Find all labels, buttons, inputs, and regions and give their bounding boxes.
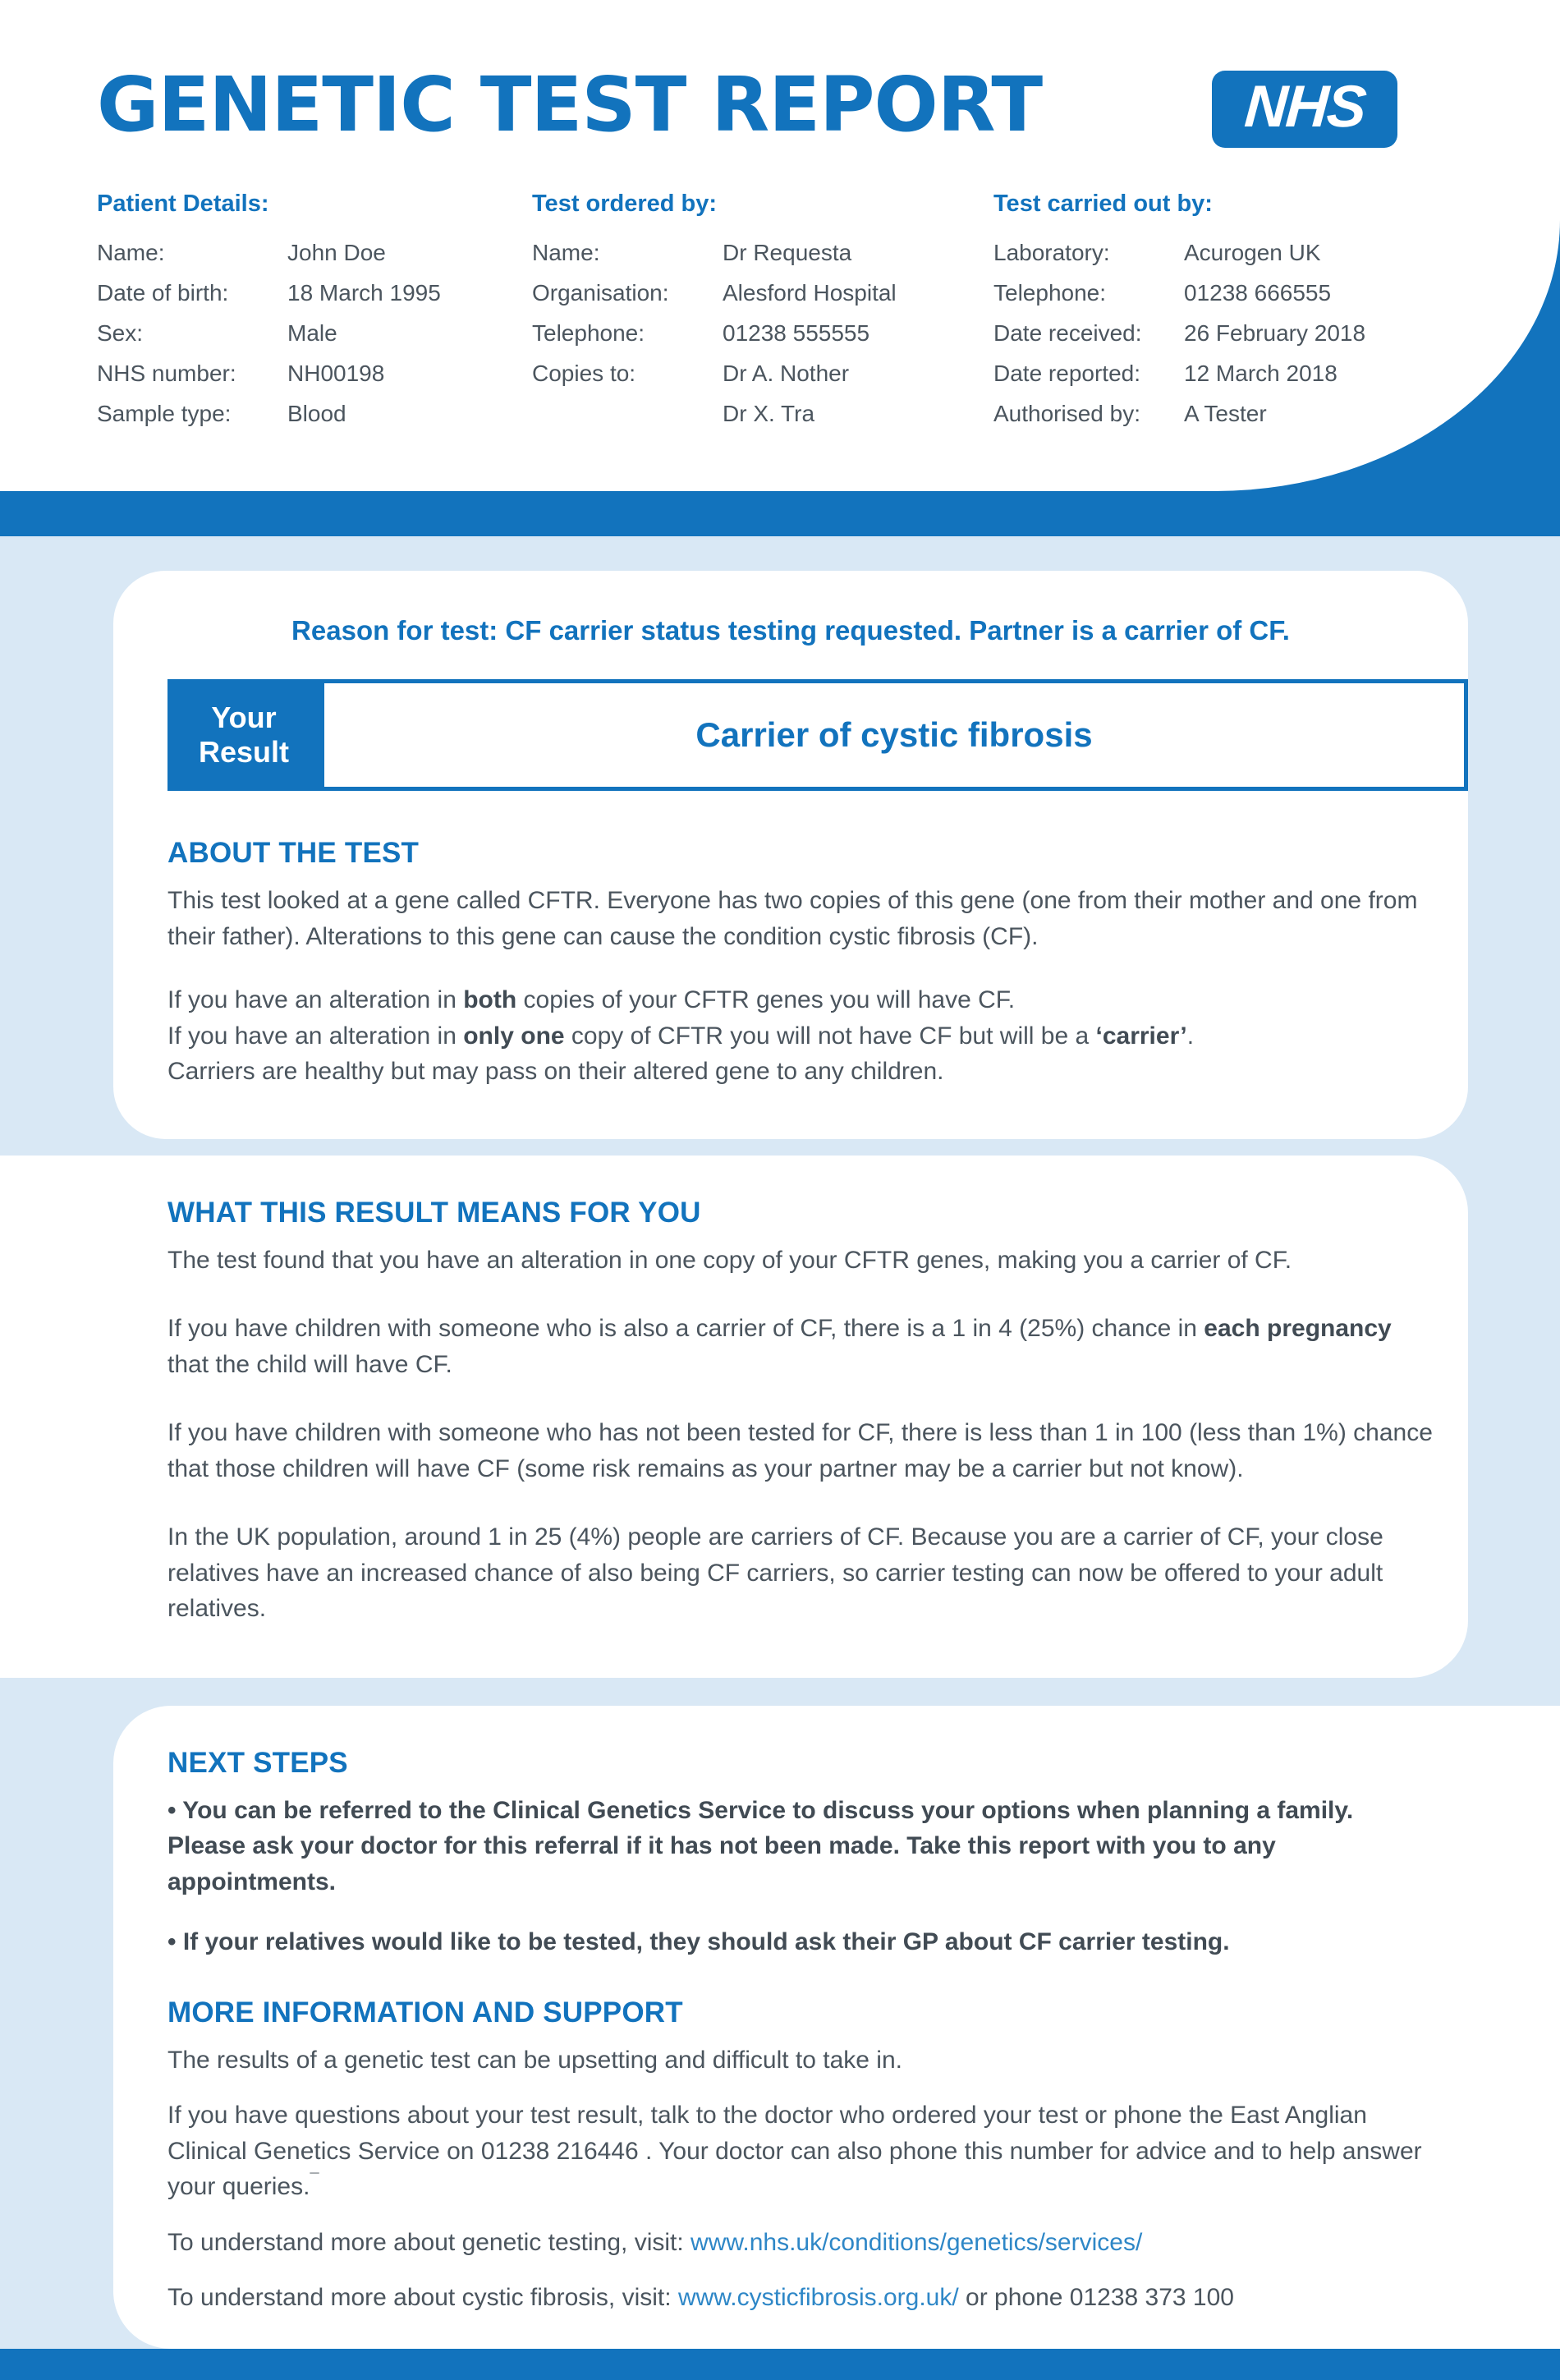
- result-card: [113, 571, 1468, 1139]
- detail-value: Blood: [287, 401, 346, 426]
- text-segment: copy of CFTR you will not have CF but will be a: [564, 1022, 1096, 1050]
- footnote-mark: ¯: [310, 2171, 319, 2189]
- result-meaning-section: [0, 1156, 1468, 1678]
- detail-label: Organisation:: [532, 280, 669, 306]
- detail-row: [993, 313, 1463, 353]
- next-steps-section: [113, 1706, 1560, 2349]
- detail-row: [97, 313, 532, 353]
- about-line-3: [167, 1054, 1435, 1090]
- detail-label: Name:: [532, 240, 600, 265]
- detail-value: Alesford Hospital: [723, 280, 897, 306]
- about-line-1: [167, 982, 1435, 1018]
- more-info-paragraph-4: [167, 2280, 1437, 2316]
- detail-label: NHS number:: [97, 361, 236, 386]
- report-title: GENETIC TEST REPORT: [97, 61, 1043, 149]
- detail-value: 01238 666555: [1184, 280, 1332, 306]
- more-information-heading: MORE INFORMATION AND SUPPORT: [167, 1996, 683, 2029]
- reason-for-test: Reason for test: CF carrier status testing requested. Partner is a carrier of CF.: [291, 615, 1290, 646]
- detail-label: Copies to:: [532, 361, 636, 386]
- detail-label: Name:: [97, 240, 165, 265]
- detail-label: Sample type:: [97, 401, 232, 426]
- nhs-genetics-services-link[interactable]: www.nhs.uk/conditions/genetics/services/: [691, 2228, 1143, 2256]
- about-line-2: [167, 1018, 1435, 1054]
- next-steps-bullet-1: • You can be referred to the Clinical Genetics Service to discuss your options when planning a family. Please ask your doctor for this referral if it has not been made. Take this report with you to any appointments.: [167, 1796, 1354, 1895]
- detail-row: [532, 313, 993, 353]
- detail-label: Authorised by:: [993, 401, 1140, 426]
- header-detail-columns: [97, 191, 1463, 434]
- detail-value: 12 March 2018: [1184, 361, 1337, 386]
- detail-value: Male: [287, 320, 337, 346]
- meaning-paragraph-4: In the UK population, around 1 in 25 (4%) people are carriers of CF. Because you are a carrier of CF, your close relatives have an increased chance of also being CF carriers, so carrier testing can now be offered to your adult relatives.: [167, 1523, 1383, 1622]
- detail-row: [97, 273, 532, 313]
- blue-divider-band: [0, 491, 1560, 536]
- text-segment: To understand more about genetic testing, visit:: [167, 2228, 691, 2256]
- text-segment: If you have children with someone who is also a carrier of CF, there is a 1 in 4 (25%) chance in: [167, 1315, 1204, 1342]
- your-result-box: [167, 679, 320, 791]
- detail-row: [993, 232, 1463, 273]
- text-segment-bold: each pregnancy: [1204, 1315, 1392, 1342]
- patient-details-column: [97, 191, 532, 434]
- more-info-paragraph-1: The results of a genetic test can be upsetting and difficult to take in.: [167, 2046, 902, 2074]
- text-segment-bold: ‘carrier’: [1095, 1022, 1187, 1050]
- about-the-test-heading: ABOUT THE TEST: [167, 837, 420, 869]
- detail-row: [993, 273, 1463, 313]
- more-info-paragraph-2: [167, 2097, 1437, 2205]
- nhs-logo: [1212, 71, 1397, 148]
- detail-label: Date reported:: [993, 361, 1140, 386]
- detail-row: [532, 273, 993, 313]
- text-segment: To understand more about cystic fibrosis, visit:: [167, 2284, 678, 2311]
- test-ordered-by-column: [532, 191, 993, 434]
- detail-label: Sex:: [97, 320, 144, 346]
- detail-row: [97, 232, 532, 273]
- text-segment: copies of your CFTR genes you will have CF.: [516, 986, 1016, 1013]
- detail-value: 18 March 1995: [287, 280, 441, 306]
- detail-row: [993, 353, 1463, 393]
- meaning-paragraph-3: If you have children with someone who has not been tested for CF, there is less than 1 in 100 (less than 1%) chance that those children will have CF (some risk remains as your partner may be a carrier but not know).: [167, 1419, 1433, 1482]
- your-result-line2: Result: [198, 735, 290, 769]
- nhs-logo-text: NHS: [1242, 74, 1368, 140]
- text-segment: If you have an alteration in: [167, 1022, 464, 1050]
- result-value-box: [320, 679, 1468, 791]
- detail-value: 01238 555555: [723, 320, 870, 346]
- text-segment: .: [1186, 1022, 1195, 1050]
- detail-row: [532, 353, 993, 393]
- detail-row: [97, 353, 532, 393]
- test-carried-out-by-column: [993, 191, 1463, 434]
- next-steps-bullet-2: • If your relatives would like to be tested, they should ask their GP about CF carrier testing.: [167, 1928, 1230, 1955]
- result-row: [167, 679, 1468, 791]
- detail-value: John Doe: [287, 240, 386, 265]
- text-segment: If you have an alteration in: [167, 986, 464, 1013]
- more-info-paragraph-3: [167, 2225, 1437, 2261]
- detail-label: Date of birth:: [97, 280, 229, 306]
- text-segment: that the child will have CF.: [167, 1350, 452, 1378]
- detail-value: A Tester: [1184, 401, 1267, 426]
- text-segment-bold: only one: [463, 1022, 565, 1050]
- detail-label: Date received:: [993, 320, 1142, 346]
- header-white-panel: [0, 0, 1560, 491]
- next-steps-heading: NEXT STEPS: [167, 1746, 348, 1779]
- result-value: Carrier of cystic fibrosis: [695, 715, 1093, 754]
- detail-value: Dr Requesta: [723, 240, 852, 265]
- text-segment-bold: both: [463, 986, 517, 1013]
- report-body: [0, 536, 1560, 2349]
- detail-value: Dr X. Tra: [723, 401, 815, 426]
- header: [0, 0, 1560, 536]
- detail-value: Dr A. Nother: [723, 361, 850, 386]
- detail-row: [993, 393, 1463, 434]
- detail-value: NH00198: [287, 361, 385, 386]
- detail-value: Acurogen UK: [1184, 240, 1321, 265]
- about-paragraph-2: [167, 982, 1435, 1090]
- detail-label: Telephone:: [532, 320, 645, 346]
- cystic-fibrosis-org-link[interactable]: www.cysticfibrosis.org.uk/: [677, 2284, 959, 2311]
- text-segment: Carriers are healthy but may pass on their altered gene to any children.: [167, 1058, 944, 1085]
- detail-row: [532, 232, 993, 273]
- about-paragraph-1: This test looked at a gene called CFTR. Everyone has two copies of this gene (one from their mother and one from their father). Alterations to this gene can cause the condition cystic fibrosis (CF).: [167, 887, 1418, 950]
- test-carried-out-by-heading: Test carried out by:: [993, 191, 1213, 217]
- meaning-paragraph-2: [167, 1311, 1434, 1382]
- detail-row: [532, 393, 993, 434]
- meaning-paragraph-1: The test found that you have an alteration in one copy of your CFTR genes, making you a carrier of CF.: [167, 1246, 1292, 1274]
- text-segment: If you have questions about your test result, talk to the doctor who ordered your test or phone the East Anglian Clinical Genetics Service on 01238 216446 . Your doctor can also phone this number for advice and to help answer your queries.: [167, 2102, 1422, 2200]
- detail-row: [97, 393, 532, 434]
- footer-band: [0, 2349, 1560, 2380]
- detail-label: [532, 393, 723, 434]
- your-result-line1: Your: [211, 700, 277, 734]
- text-segment: or phone 01238 373 100: [958, 2284, 1234, 2311]
- detail-label: Laboratory:: [993, 240, 1110, 265]
- test-ordered-by-heading: Test ordered by:: [532, 191, 718, 217]
- result-meaning-heading: WHAT THIS RESULT MEANS FOR YOU: [167, 1196, 701, 1229]
- patient-details-heading: Patient Details:: [97, 191, 269, 217]
- detail-value: 26 February 2018: [1184, 320, 1366, 346]
- detail-label: Telephone:: [993, 280, 1107, 306]
